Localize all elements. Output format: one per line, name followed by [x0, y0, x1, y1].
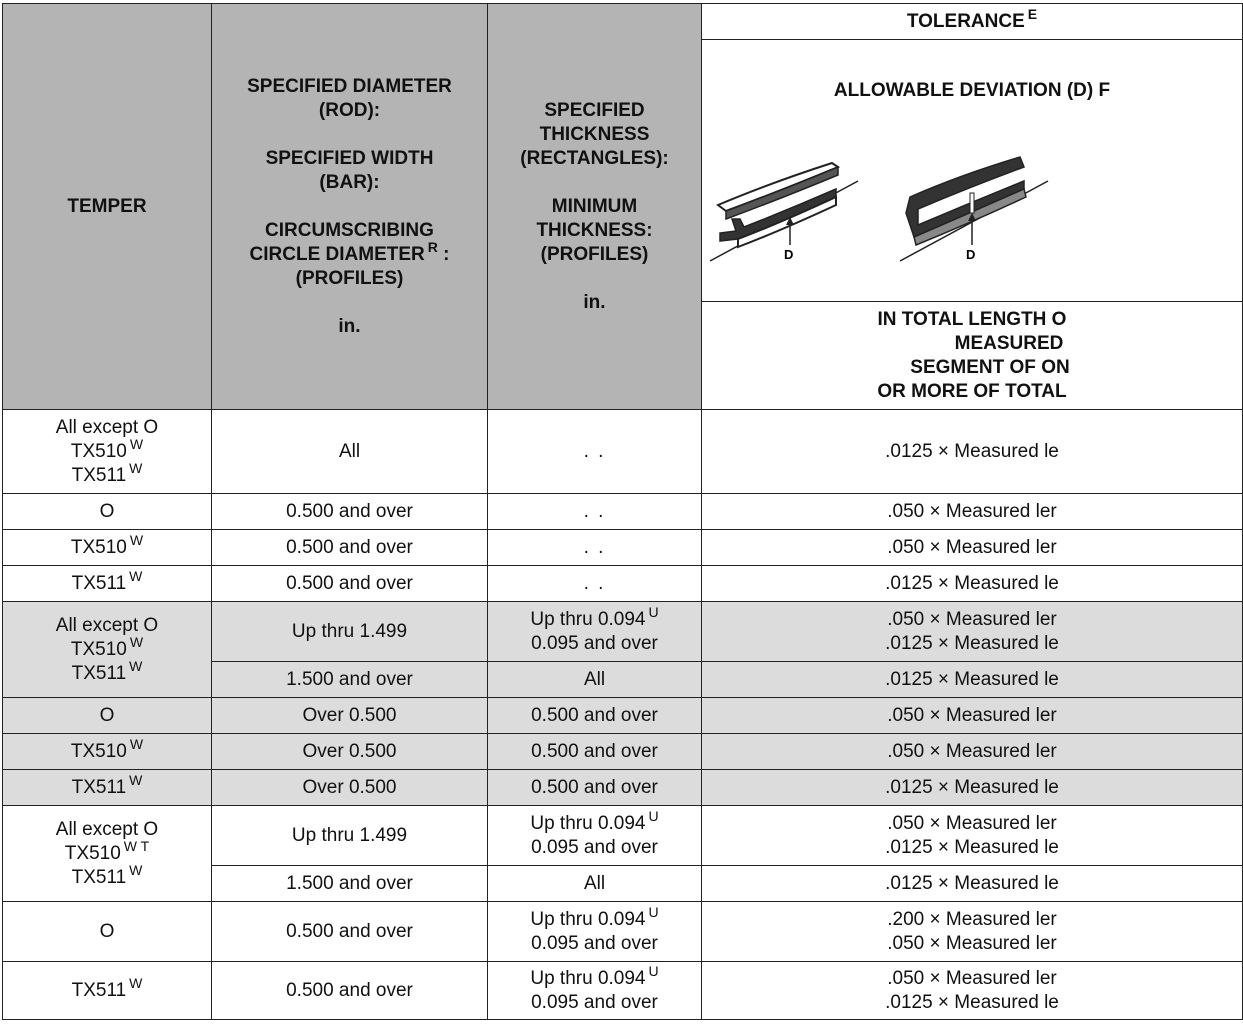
temper-cell: O: [3, 698, 212, 734]
diameter-cell: All: [212, 410, 488, 494]
channel-figure-icon: [900, 153, 1050, 263]
allowable-deviation-header: ALLOWABLE DEVIATION (D) F D D: [702, 40, 1243, 302]
table-row: [3, 770, 1243, 806]
diameter-cell: 0.500 and over: [212, 530, 488, 566]
thickness-cell: . .: [488, 494, 702, 530]
tolerance-cell: .050 × Measured ler: [702, 530, 1243, 566]
thickness-cell: All: [488, 662, 702, 698]
diameter-cell: Over 0.500: [212, 770, 488, 806]
diameter-cell: 0.500 and over: [212, 902, 488, 962]
diameter-cell: 1.500 and over: [212, 662, 488, 698]
diameter-cell: 0.500 and over: [212, 566, 488, 602]
tolerance-cell: .050 × Measured ler: [702, 494, 1243, 530]
temper-cell: All except O TX510 $^{W T}$ TX511 $^W$: [3, 806, 212, 902]
thickness-cell: Up thru 0.094 $^U$ 0.095 and over: [488, 902, 702, 962]
diameter-cell: 0.500 and over: [212, 962, 488, 1020]
temper-cell: O: [3, 902, 212, 962]
temper-cell: TX510 $^W$: [3, 734, 212, 770]
thickness-header: SPECIFIED THICKNESS (RECTANGLES): MINIMUM THICKNESS: (PROFILES) in.: [488, 4, 702, 410]
tolerance-header: TOLERANCE $^E$: [702, 4, 1243, 40]
table-row: [3, 494, 1243, 530]
temper-cell: TX511 $^W$: [3, 566, 212, 602]
tolerance-cell: .050 × Measured ler: [702, 698, 1243, 734]
tolerance-cell: .0125 × Measured le: [702, 566, 1243, 602]
beam-figures: [710, 153, 1242, 263]
thickness-cell: Up thru 0.094 $^U$ 0.095 and over: [488, 806, 702, 866]
temper-cell: O: [3, 494, 212, 530]
table-row: [3, 806, 1243, 866]
temper-cell: TX511 $^W$: [3, 962, 212, 1020]
thickness-cell: All: [488, 866, 702, 902]
tolerance-table: [2, 3, 1243, 1020]
tolerance-cell: .0125 × Measured le: [702, 410, 1243, 494]
table-row: [3, 410, 1243, 494]
thickness-cell: . .: [488, 566, 702, 602]
temper-cell: TX510 $^W$: [3, 530, 212, 566]
diameter-cell: Over 0.500: [212, 698, 488, 734]
thickness-cell: Up thru 0.094 $^U$ 0.095 and over: [488, 602, 702, 662]
table-row: [3, 566, 1243, 602]
table-row: [3, 698, 1243, 734]
tolerance-cell: .050 × Measured ler .0125 × Measured le: [702, 806, 1243, 866]
thickness-cell: 0.500 and over: [488, 770, 702, 806]
tolerance-cell: .050 × Measured ler .0125 × Measured le: [702, 602, 1243, 662]
thickness-cell: Up thru 0.094 $^U$ 0.095 and over: [488, 962, 702, 1020]
total-length-header: IN TOTAL LENGTH O MEASURED SEGMENT OF ON OR MORE OF TOTAL: [702, 302, 1243, 410]
diameter-header: SPECIFIED DIAMETER (ROD): SPECIFIED WIDTH (BAR): CIRCUMSCRIBING CIRCLE DIAMETER $^R$ : (PROFILES) in.: [212, 4, 488, 410]
thickness-cell: . .: [488, 530, 702, 566]
thickness-cell: . .: [488, 410, 702, 494]
diameter-cell: 1.500 and over: [212, 866, 488, 902]
temper-cell: All except O TX510 $^W$ TX511 $^W$: [3, 602, 212, 698]
svg-text:D: D: [784, 246, 794, 262]
table-row: [3, 734, 1243, 770]
table-row: [3, 902, 1243, 962]
tolerance-cell: .0125 × Measured le: [702, 770, 1243, 806]
temper-header: TEMPER: [3, 4, 212, 410]
tolerance-cell: .050 × Measured ler .0125 × Measured le: [702, 962, 1243, 1020]
table-row: [3, 962, 1243, 1020]
tolerance-cell: .200 × Measured ler .050 × Measured ler: [702, 902, 1243, 962]
temper-cell: All except O TX510 $^W$ TX511 $^W$: [3, 410, 212, 494]
diameter-cell: Over 0.500: [212, 734, 488, 770]
tolerance-cell: .0125 × Measured le: [702, 866, 1243, 902]
tolerance-cell: .0125 × Measured le: [702, 662, 1243, 698]
table-row: [3, 530, 1243, 566]
diameter-cell: Up thru 1.499: [212, 806, 488, 866]
diameter-cell: 0.500 and over: [212, 494, 488, 530]
temper-cell: TX511 $^W$: [3, 770, 212, 806]
diameter-cell: Up thru 1.499: [212, 602, 488, 662]
svg-text:D: D: [966, 246, 976, 262]
thickness-cell: 0.500 and over: [488, 698, 702, 734]
table-row: [3, 602, 1243, 662]
tolerance-cell: .050 × Measured ler: [702, 734, 1243, 770]
thickness-cell: 0.500 and over: [488, 734, 702, 770]
i-beam-figure-icon: [710, 153, 860, 263]
